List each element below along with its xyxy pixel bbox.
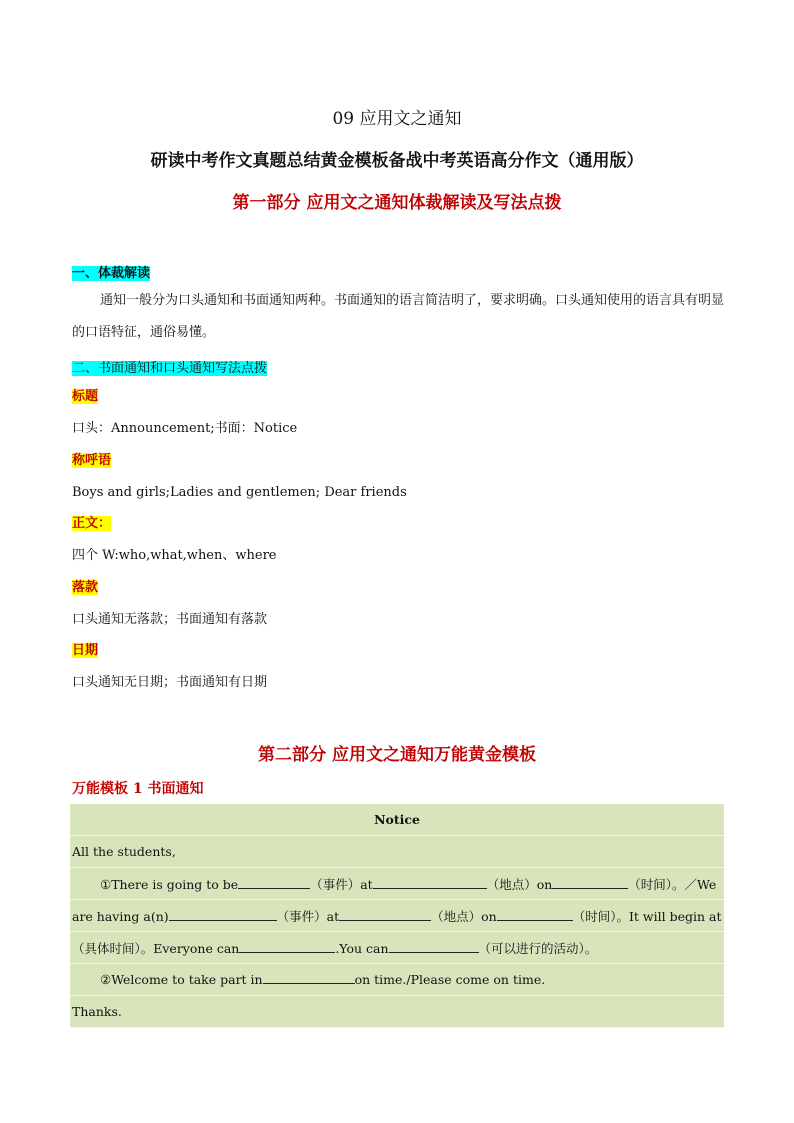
document-subtitle: 研读中考作文真题总结黄金模板备战中考英语高分作文（通用版） bbox=[150, 151, 644, 171]
section1-heading: 一、体裁解读 bbox=[72, 266, 151, 281]
notice-line-1: ①There is going to be （事件）at （地点）on （时间）。／We bbox=[70, 868, 724, 900]
item-label-date: 日期 bbox=[72, 643, 99, 658]
item-label-title: 标题 bbox=[72, 389, 99, 404]
document-title: 09 应用文之通知 bbox=[332, 109, 462, 129]
item-label-signature: 落款 bbox=[72, 580, 99, 595]
notice-template-table bbox=[70, 804, 724, 1028]
item-text-title: 口头：Announcement;书面：Notice bbox=[72, 421, 298, 436]
section1-paragraph: 通知一般分为口头通知和书面通知两种。书面通知的语言简洁明了，要求明确。口头通知使用的语言具有明显的口语特征，通俗易懂。 bbox=[72, 293, 725, 340]
notice-line-3: （具体时间）。Everyone can .You can （可以进行的活动）。 bbox=[70, 932, 724, 964]
item-text-signature: 口头通知无落款；书面通知有落款 bbox=[72, 612, 268, 627]
notice-line-2: are having a(n) （事件）at （地点）on （时间）。It will begin at bbox=[70, 900, 724, 932]
item-text-salutation: Boys and girls;Ladies and gentlemen; Dear friends bbox=[72, 485, 407, 500]
notice-title: Notice bbox=[70, 804, 724, 836]
item-label-body: 正文： bbox=[72, 516, 112, 531]
item-text-body: 四个 W:who,what,when、where bbox=[72, 548, 277, 563]
item-label-salutation: 称呼语 bbox=[72, 453, 112, 468]
part1-heading: 第一部分 应用文之通知体裁解读及写法点拨 bbox=[232, 193, 562, 213]
template1-title: 万能模板 1 书面通知 bbox=[72, 781, 204, 797]
item-text-date: 口头通知无日期；书面通知有日期 bbox=[72, 675, 268, 690]
notice-line-4: ②Welcome to take part in on time./Please come on time. bbox=[70, 964, 724, 996]
section2-heading: 二、书面通知和口头通知写法点拨 bbox=[72, 361, 268, 376]
part2-heading: 第二部分 应用文之通知万能黄金模板 bbox=[258, 745, 536, 765]
notice-greeting: All the students, bbox=[70, 836, 724, 868]
notice-thanks: Thanks. bbox=[70, 996, 724, 1028]
